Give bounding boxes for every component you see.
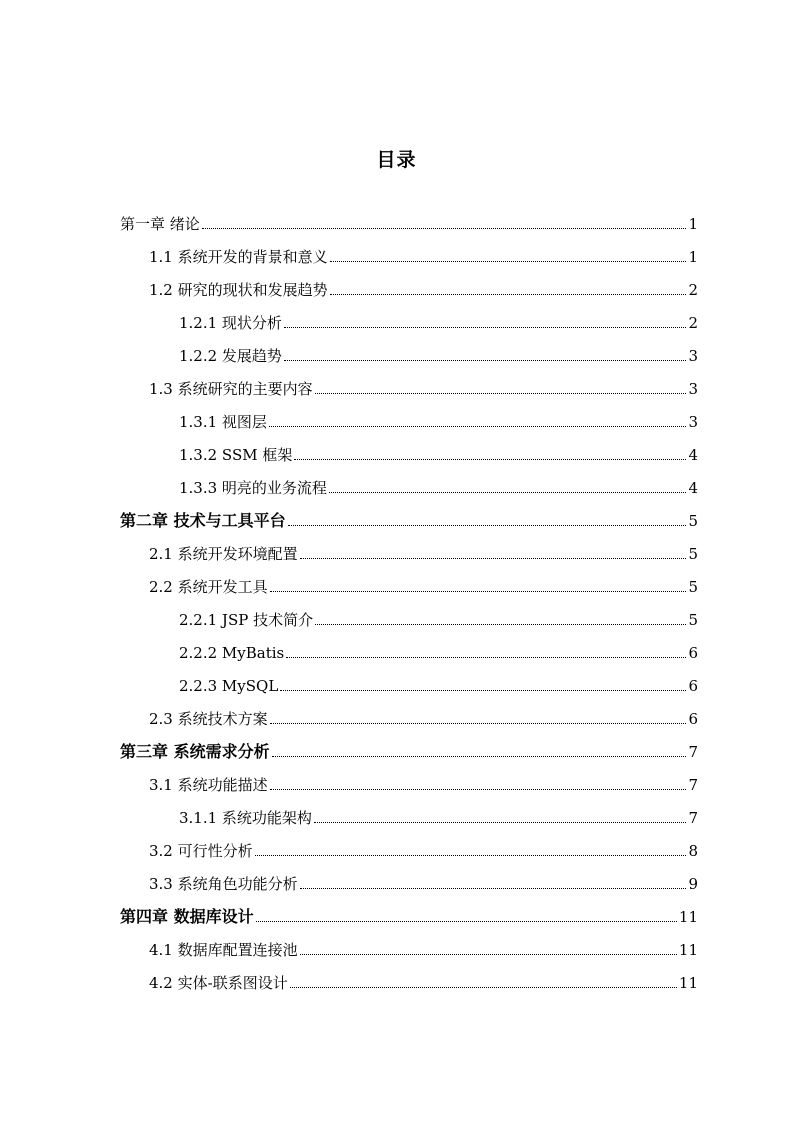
toc-entry-page: 3 — [688, 413, 698, 431]
toc-entry-label: 1.3.1 视图层 — [179, 413, 267, 431]
dot-leader — [272, 756, 687, 757]
toc-entry-page: 4 — [688, 479, 698, 497]
toc-entry-2-2-2[interactable] — [179, 634, 698, 662]
toc-entry-page: 5 — [688, 611, 698, 629]
toc-entry-page: 7 — [688, 776, 698, 794]
toc-entry-page: 2 — [688, 314, 698, 332]
dot-leader — [300, 888, 687, 889]
toc-entry-1-3-3[interactable] — [179, 469, 698, 497]
toc-entry-label: 1.2.1 现状分析 — [179, 314, 282, 332]
toc-entry-4-1[interactable] — [149, 931, 698, 959]
toc-entry-page: 4 — [688, 446, 698, 464]
toc-entry-label: 3.1 系统功能描述 — [149, 776, 268, 794]
toc-entry-page: 1 — [688, 248, 698, 266]
dot-leader — [294, 459, 686, 460]
toc-entry-2-3[interactable] — [149, 700, 698, 728]
toc-entry-page: 6 — [688, 710, 698, 728]
toc-entry-3-1-1[interactable] — [179, 799, 698, 827]
dot-leader — [315, 624, 686, 625]
toc-entry-page: 11 — [678, 974, 698, 992]
dot-leader — [330, 261, 687, 262]
dot-leader — [300, 558, 687, 559]
toc-entry-4-2[interactable] — [149, 964, 698, 992]
dot-leader — [286, 657, 686, 658]
toc-entry-label: 2.1 系统开发环境配置 — [149, 545, 298, 563]
toc-entry-label: 4.2 实体-联系图设计 — [149, 974, 288, 992]
toc-entry-label: 2.2 系统开发工具 — [149, 578, 268, 596]
toc-entry-label: 1.2 研究的现状和发展趋势 — [149, 281, 328, 299]
toc-entry-page: 5 — [688, 578, 698, 596]
toc-entry-page: 1 — [688, 215, 698, 233]
dot-leader — [315, 393, 687, 394]
toc-entry-label: 1.2.2 发展趋势 — [179, 347, 282, 365]
dot-leader — [280, 690, 686, 691]
dot-leader — [270, 789, 687, 790]
toc-entry-2-2[interactable] — [149, 568, 698, 596]
toc-entry-label: 第四章 数据库设计 — [120, 907, 254, 926]
dot-leader — [269, 426, 687, 427]
toc-entry-label: 第三章 系统需求分析 — [120, 742, 270, 761]
toc-entry-page: 6 — [688, 644, 698, 662]
toc-entry-1-2-1[interactable] — [179, 304, 698, 332]
toc-entry-label: 4.1 数据库配置连接池 — [149, 941, 298, 959]
toc-entry-page: 11 — [678, 908, 698, 926]
dot-leader — [288, 525, 687, 526]
dot-leader — [314, 822, 687, 823]
toc-entry-3-1[interactable] — [149, 766, 698, 794]
dot-leader — [284, 360, 687, 361]
toc-entry-label: 1.3.3 明亮的业务流程 — [179, 479, 327, 497]
toc-entry-page: 7 — [688, 809, 698, 827]
dot-leader — [202, 228, 687, 229]
dot-leader — [255, 855, 687, 856]
dot-leader — [256, 921, 677, 922]
dot-leader — [284, 327, 687, 328]
dot-leader — [290, 987, 677, 988]
dot-leader — [329, 492, 687, 493]
toc-entry-3-3[interactable] — [149, 865, 698, 893]
toc-entry-chapter-2[interactable] — [120, 502, 698, 530]
toc-entry-1-2-2[interactable] — [179, 337, 698, 365]
toc-entry-label: 3.3 系统角色功能分析 — [149, 875, 298, 893]
toc-entry-label: 1.3.2 SSM 框架 — [179, 446, 293, 464]
toc-entry-3-2[interactable] — [149, 832, 698, 860]
toc-entry-page: 8 — [688, 842, 698, 860]
toc-title: 目录 — [376, 149, 417, 171]
toc-entry-1-1[interactable] — [149, 238, 698, 266]
dot-leader — [330, 294, 687, 295]
toc-entry-page: 5 — [688, 545, 698, 563]
toc-entry-chapter-4[interactable] — [120, 898, 698, 926]
toc-entry-page: 3 — [688, 347, 698, 365]
dot-leader — [270, 723, 687, 724]
toc-entry-label: 3.1.1 系统功能架构 — [179, 809, 312, 827]
toc-entry-2-2-3[interactable] — [179, 667, 698, 695]
toc-entry-page: 3 — [688, 380, 698, 398]
toc-entry-2-2-1[interactable] — [179, 601, 698, 629]
toc-entry-2-1[interactable] — [149, 535, 698, 563]
dot-leader — [270, 591, 687, 592]
toc-entry-page: 11 — [678, 941, 698, 959]
toc-entry-label: 1.1 系统开发的背景和意义 — [149, 248, 328, 266]
toc-entry-chapter-3[interactable] — [120, 733, 698, 761]
toc-entry-1-3-2[interactable] — [179, 436, 698, 464]
toc-entry-1-3-1[interactable] — [179, 403, 698, 431]
toc-entry-page: 9 — [688, 875, 698, 893]
toc-entry-page: 7 — [688, 743, 698, 761]
toc-entry-chapter-1[interactable] — [120, 205, 698, 233]
toc-entry-label: 2.2.2 MyBatis — [179, 644, 285, 662]
toc-entry-label: 2.3 系统技术方案 — [149, 710, 268, 728]
toc-entry-label: 第二章 技术与工具平台 — [120, 511, 286, 530]
toc-entry-label: 第一章 绪论 — [120, 215, 200, 233]
toc-entry-label: 2.2.1 JSP 技术简介 — [179, 611, 314, 629]
toc-entry-page: 2 — [688, 281, 698, 299]
toc-entry-page: 5 — [688, 512, 698, 530]
toc-entry-label: 2.2.3 MySQL — [179, 677, 279, 695]
toc-entry-1-3[interactable] — [149, 370, 698, 398]
toc-entry-label: 1.3 系统研究的主要内容 — [149, 380, 313, 398]
toc-entry-page: 6 — [688, 677, 698, 695]
dot-leader — [300, 954, 677, 955]
toc-entry-1-2[interactable] — [149, 271, 698, 299]
toc-entry-label: 3.2 可行性分析 — [149, 842, 253, 860]
